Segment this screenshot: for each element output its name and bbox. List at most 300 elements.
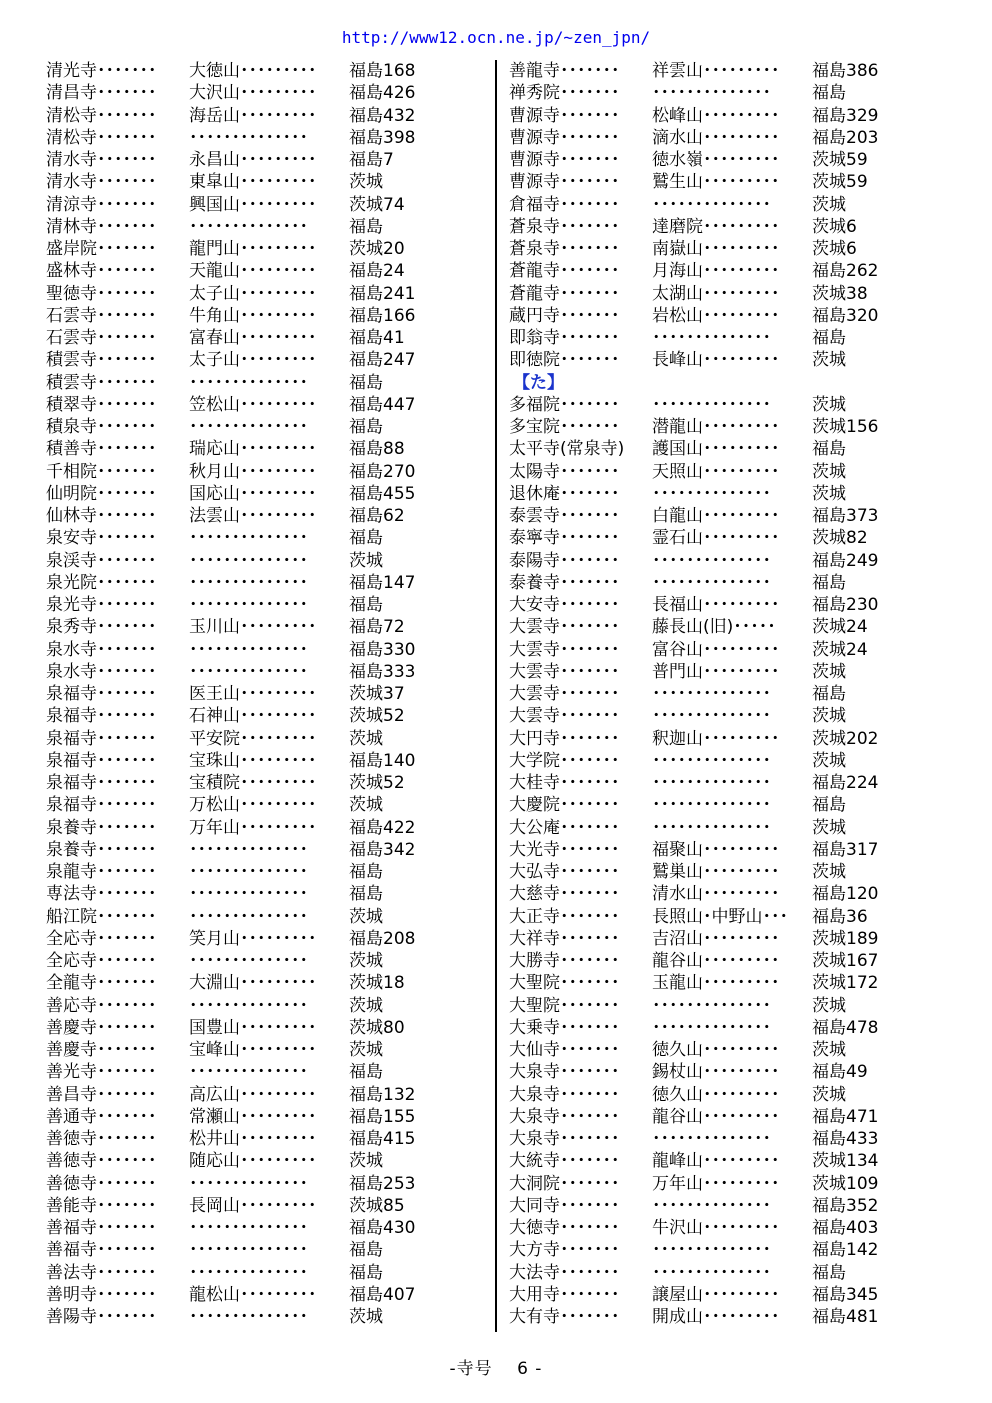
temple-name: 善明寺･･･････ <box>46 1284 157 1305</box>
location-code: 福島241 <box>349 283 416 304</box>
location-code: 福島333 <box>349 661 416 682</box>
header-url[interactable]: http://www12.ocn.ne.jp/~zen_jpn/ <box>341 28 651 47</box>
mountain-name: 白龍山･････････ <box>652 506 780 526</box>
list-item <box>509 260 929 282</box>
location-code: 茨城24 <box>812 617 868 638</box>
temple-name: 曹源寺･･･････ <box>509 172 620 193</box>
list-item <box>46 283 466 305</box>
list-item <box>46 372 466 394</box>
list-item <box>509 705 929 727</box>
mountain-name: 石神山･････････ <box>189 706 317 727</box>
list-item <box>46 127 466 149</box>
mountain-name: 天龍山･････････ <box>189 261 317 282</box>
list-item <box>509 527 929 549</box>
list-item <box>509 194 929 216</box>
mountain-name: ･･････････････ <box>652 194 771 215</box>
temple-name: 大徳寺･･･････ <box>509 1218 620 1238</box>
location-code: 福島270 <box>349 461 416 482</box>
mountain-name: 牛角山･････････ <box>189 305 317 326</box>
list-item <box>509 661 929 683</box>
location-code: 福島142 <box>812 1240 879 1261</box>
list-item <box>509 60 929 82</box>
section-heading-label: 【た】 <box>513 372 564 393</box>
mountain-name: 龍谷山･････････ <box>652 1106 780 1127</box>
temple-name: 積翠寺･･･････ <box>46 394 157 415</box>
temple-name: 積雲寺･･･････ <box>46 372 157 393</box>
location-code: 茨城52 <box>349 706 405 727</box>
location-code: 福島433 <box>812 1129 879 1149</box>
list-item <box>509 1017 929 1039</box>
list-item <box>509 1039 929 1061</box>
mountain-name: 大徳山･････････ <box>189 61 317 81</box>
mountain-name: ･･････････････ <box>652 550 771 571</box>
mountain-name: 富春山･････････ <box>189 328 317 348</box>
location-code: 茨城 <box>349 172 383 193</box>
list-item <box>46 416 466 438</box>
location-code: 茨城 <box>349 1040 383 1060</box>
location-code: 福島 <box>349 1262 383 1283</box>
temple-name: 泉渓寺･･･････ <box>46 550 157 571</box>
mountain-name: 興国山･････････ <box>189 194 317 215</box>
temple-name: 泉養寺･･･････ <box>46 839 157 860</box>
list-item <box>509 483 929 505</box>
list-item <box>46 639 466 661</box>
mountain-name: 祥雲山･････････ <box>652 61 780 81</box>
list-item <box>46 883 466 905</box>
mountain-name: 霊石山･････････ <box>652 528 780 549</box>
list-item <box>509 1195 929 1217</box>
mountain-name: 達磨院･････････ <box>652 216 780 237</box>
left-column <box>46 60 466 1328</box>
temple-name: 善通寺･･･････ <box>46 1106 157 1127</box>
temple-name: 清涼寺･･･････ <box>46 194 157 215</box>
temple-name: 善龍寺･･･････ <box>509 61 620 81</box>
temple-name: 善慶寺･･･････ <box>46 1017 157 1038</box>
temple-name: 大泉寺･･･････ <box>509 1106 620 1127</box>
list-item <box>46 149 466 171</box>
location-code: 福島120 <box>812 884 879 905</box>
list-item <box>509 327 929 349</box>
location-code: 茨城 <box>812 461 846 482</box>
location-code: 茨城 <box>812 750 846 771</box>
mountain-name: 万年山･････････ <box>652 1173 780 1194</box>
list-item <box>509 772 929 794</box>
temple-name: 大泉寺･･･････ <box>509 1129 620 1149</box>
list-item <box>509 1217 929 1239</box>
temple-name: 泉福寺･･･････ <box>46 728 157 749</box>
mountain-name: ･･････････････ <box>189 884 308 905</box>
location-code: 福島471 <box>812 1106 879 1127</box>
list-item <box>509 861 929 883</box>
temple-name: 善能寺･･･････ <box>46 1195 157 1216</box>
location-code: 茨城52 <box>349 773 405 793</box>
mountain-name: ･･････････････ <box>189 1218 308 1238</box>
mountain-name: 高広山･････････ <box>189 1084 317 1105</box>
list-item <box>46 705 466 727</box>
mountain-name: ･･････････････ <box>652 684 771 704</box>
temple-name: 蔵円寺･･･････ <box>509 305 620 326</box>
mountain-name: ･･････････････ <box>652 1262 771 1283</box>
mountain-name: ･･････････････ <box>652 328 771 348</box>
temple-name: 太陽寺･･･････ <box>509 461 620 482</box>
mountain-name: 清水山･････････ <box>652 884 780 905</box>
location-code: 福島62 <box>349 506 405 526</box>
temple-name: 石雲寺･･･････ <box>46 328 157 348</box>
list-item <box>509 1128 929 1150</box>
mountain-name: 平安院･････････ <box>189 728 317 749</box>
mountain-name: 国応山･････････ <box>189 483 317 504</box>
location-code: 福島330 <box>349 639 416 660</box>
temple-name: 泰養寺･･･････ <box>509 572 620 593</box>
temple-name: 善徳寺･･･････ <box>46 1173 157 1194</box>
location-code: 福島317 <box>812 839 879 860</box>
section-heading <box>509 372 929 394</box>
list-item <box>509 416 929 438</box>
temple-name: 倉福寺･･･････ <box>509 194 620 215</box>
temple-name: 盛林寺･･･････ <box>46 261 157 282</box>
location-code: 茨城38 <box>812 283 868 304</box>
temple-name: 太平寺(常泉寺) <box>509 439 625 460</box>
location-code: 福島 <box>812 572 846 593</box>
mountain-name: ･･････････････ <box>189 906 308 927</box>
list-item <box>509 683 929 705</box>
location-code: 福島 <box>349 528 383 549</box>
temple-name: 善法寺･･･････ <box>46 1262 157 1283</box>
temple-name: 積雲寺･･･････ <box>46 350 157 371</box>
temple-name: 大慈寺･･･････ <box>509 884 620 905</box>
list-item <box>509 349 929 371</box>
location-code: 福島41 <box>349 328 405 348</box>
temple-name: 曹源寺･･･････ <box>509 150 620 170</box>
location-code: 福島 <box>349 1240 383 1261</box>
mountain-name: ･･････････････ <box>189 1262 308 1283</box>
mountain-name: 天照山･････････ <box>652 461 780 482</box>
list-item <box>509 928 929 950</box>
temple-name: 清昌寺･･･････ <box>46 83 157 104</box>
location-code: 福島455 <box>349 483 416 504</box>
temple-name: 善福寺･･･････ <box>46 1218 157 1238</box>
location-code: 福島168 <box>349 61 416 81</box>
location-code: 福島166 <box>349 305 416 326</box>
mountain-name: 松峰山･････････ <box>652 105 780 126</box>
location-code: 福島352 <box>812 1195 879 1216</box>
temple-name: 大正寺･･･････ <box>509 906 620 927</box>
temple-name: 泉養寺･･･････ <box>46 817 157 838</box>
mountain-name: 宝積院･････････ <box>189 773 317 793</box>
list-item <box>509 839 929 861</box>
location-code: 茨城 <box>812 661 846 682</box>
list-item <box>46 1061 466 1083</box>
location-code: 福島224 <box>812 773 879 793</box>
location-code: 福島345 <box>812 1284 879 1305</box>
list-item <box>46 728 466 750</box>
temple-name: 泰雲寺･･･････ <box>509 506 620 526</box>
location-code: 茨城167 <box>812 951 879 971</box>
temple-name: 善慶寺･･･････ <box>46 1040 157 1060</box>
list-item <box>509 149 929 171</box>
list-item <box>509 950 929 972</box>
location-code: 茨城6 <box>812 239 857 259</box>
temple-name: 清林寺･･･････ <box>46 216 157 237</box>
location-code: 福島140 <box>349 750 416 771</box>
location-code: 茨城134 <box>812 1151 879 1172</box>
temple-name: 蒼泉寺･･･････ <box>509 216 620 237</box>
mountain-name: 釈迦山･････････ <box>652 728 780 749</box>
temple-name: 蒼龍寺･･･････ <box>509 261 620 282</box>
mountain-name: 岩松山･････････ <box>652 305 780 326</box>
temple-name: 大雲寺･･･････ <box>509 661 620 682</box>
temple-name: 泉福寺･･･････ <box>46 706 157 727</box>
location-code: 茨城 <box>812 862 846 882</box>
location-code: 茨城202 <box>812 728 879 749</box>
location-code: 福島 <box>812 795 846 816</box>
list-item <box>46 527 466 549</box>
location-code: 福島247 <box>349 350 416 371</box>
temple-name: 大慶院･･･････ <box>509 795 620 816</box>
list-item <box>46 60 466 82</box>
list-item <box>46 616 466 638</box>
mountain-name: 龍松山･････････ <box>189 1284 317 1305</box>
mountain-name: 国豊山･････････ <box>189 1017 317 1038</box>
mountain-name: ･･････････････ <box>652 817 771 838</box>
mountain-name: 東皐山･････････ <box>189 172 317 193</box>
list-item <box>509 238 929 260</box>
location-code: 福島386 <box>812 61 879 81</box>
list-item <box>509 394 929 416</box>
mountain-name: 法雲山･････････ <box>189 506 317 526</box>
list-item <box>46 683 466 705</box>
location-code: 福島 <box>349 417 383 437</box>
temple-name: 善陽寺･･･････ <box>46 1307 157 1327</box>
mountain-name: 富谷山･････････ <box>652 639 780 660</box>
mountain-name: 鷲巣山･････････ <box>652 862 780 882</box>
location-code: 茨城 <box>812 817 846 838</box>
temple-name: 清松寺･･･････ <box>46 105 157 126</box>
location-code: 茨城6 <box>812 216 857 237</box>
list-item <box>46 772 466 794</box>
mountain-name: 藤長山(旧)･････ <box>652 617 776 638</box>
mountain-name: 宝珠山･････････ <box>189 750 317 771</box>
mountain-name: 牛沢山･････････ <box>652 1218 780 1238</box>
location-code: 福島208 <box>349 928 416 949</box>
list-item <box>46 1284 466 1306</box>
mountain-name: 瑞応山･････････ <box>189 439 317 460</box>
mountain-name: 笠松山･････････ <box>189 394 317 415</box>
temple-name: 泉福寺･･･････ <box>46 773 157 793</box>
location-code: 茨城 <box>349 1151 383 1172</box>
list-item <box>46 1039 466 1061</box>
mountain-name: 万松山･････････ <box>189 795 317 816</box>
location-code: 福島 <box>812 1262 846 1283</box>
mountain-name: 潜龍山･････････ <box>652 417 780 437</box>
mountain-name: 錫杖山･････････ <box>652 1062 780 1083</box>
temple-name: 善応寺･･･････ <box>46 995 157 1016</box>
list-item <box>46 1239 466 1261</box>
location-code: 福島147 <box>349 572 416 593</box>
location-code: 福島398 <box>349 127 416 148</box>
list-item <box>46 82 466 104</box>
list-item <box>46 394 466 416</box>
list-item <box>509 438 929 460</box>
temple-name: 聖徳寺･･･････ <box>46 283 157 304</box>
list-item <box>509 105 929 127</box>
list-item <box>46 260 466 282</box>
mountain-name: 開成山･････････ <box>652 1307 780 1327</box>
mountain-name: 医王山･････････ <box>189 684 317 704</box>
location-code: 茨城59 <box>812 172 868 193</box>
mountain-name: ･･････････････ <box>189 417 308 437</box>
temple-name: 泉秀寺･･･････ <box>46 617 157 638</box>
list-item <box>509 1084 929 1106</box>
mountain-name: 宝峰山･････････ <box>189 1040 317 1060</box>
location-code: 茨城74 <box>349 194 405 215</box>
location-code: 福島 <box>349 862 383 882</box>
mountain-name: ･･････････････ <box>189 595 308 615</box>
mountain-name: ･･････････････ <box>652 1129 771 1149</box>
mountain-name: ･･････････････ <box>652 1017 771 1038</box>
temple-name: 清光寺･･･････ <box>46 61 157 81</box>
location-code: 茨城 <box>812 706 846 727</box>
mountain-name: ･･････････････ <box>189 1240 308 1261</box>
location-code: 茨城109 <box>812 1173 879 1194</box>
list-item <box>46 327 466 349</box>
location-code: 福島342 <box>349 839 416 860</box>
list-item <box>509 1239 929 1261</box>
location-code: 茨城59 <box>812 150 868 170</box>
temple-name: 全応寺･･･････ <box>46 928 157 949</box>
list-item <box>509 1306 929 1328</box>
list-item <box>46 1128 466 1150</box>
mountain-name: 普門山･････････ <box>652 661 780 682</box>
mountain-name: ･･････････････ <box>652 1240 771 1261</box>
temple-name: 大光寺･･･････ <box>509 839 620 860</box>
list-item <box>46 928 466 950</box>
list-item <box>46 972 466 994</box>
mountain-name: ･･････････････ <box>189 1062 308 1083</box>
temple-name: 積泉寺･･･････ <box>46 417 157 437</box>
temple-name: 大安寺･･･････ <box>509 595 620 615</box>
list-item <box>509 1061 929 1083</box>
mountain-name: 長照山･中野山･･･ <box>652 906 788 927</box>
temple-name: 大洞院･･･････ <box>509 1173 620 1194</box>
mountain-name: ･･････････････ <box>652 995 771 1016</box>
temple-name: 多福院･･･････ <box>509 394 620 415</box>
location-code: 福島253 <box>349 1173 416 1194</box>
temple-name: 曹源寺･･･････ <box>509 127 620 148</box>
mountain-name: ･･････････････ <box>652 750 771 771</box>
mountain-name: ･･････････････ <box>189 639 308 660</box>
temple-name: 大公庵･･･････ <box>509 817 620 838</box>
temple-name: 船江院･･･････ <box>46 906 157 927</box>
mountain-name: 笑月山･････････ <box>189 928 317 949</box>
list-item <box>509 461 929 483</box>
location-code: 福島 <box>812 83 846 104</box>
column-divider <box>495 60 497 1332</box>
mountain-name: 永昌山･････････ <box>189 150 317 170</box>
mountain-name: ･･････････････ <box>652 773 771 793</box>
temple-name: 泰陽寺･･･････ <box>509 550 620 571</box>
temple-name: 泉安寺･･･････ <box>46 528 157 549</box>
temple-name: 大学院･･･････ <box>509 750 620 771</box>
temple-name: 専法寺･･･････ <box>46 884 157 905</box>
list-item <box>509 728 929 750</box>
location-code: 福島 <box>349 1062 383 1083</box>
list-item <box>509 1106 929 1128</box>
list-item <box>46 794 466 816</box>
location-code: 茨城37 <box>349 684 405 704</box>
location-code: 福島430 <box>349 1218 416 1238</box>
list-item <box>46 572 466 594</box>
location-code: 茨城 <box>812 1084 846 1105</box>
list-item <box>46 1017 466 1039</box>
mountain-name: ･･････････････ <box>189 1173 308 1194</box>
list-item <box>46 1150 466 1172</box>
location-code: 福島249 <box>812 550 879 571</box>
list-item <box>509 572 929 594</box>
mountain-name: ･･････････････ <box>652 1195 771 1216</box>
list-item <box>46 305 466 327</box>
temple-name: 大統寺･･･････ <box>509 1151 620 1172</box>
mountain-name: ･･････････････ <box>652 483 771 504</box>
mountain-name: 玉川山･････････ <box>189 617 317 638</box>
mountain-name: ･･････････････ <box>189 528 308 549</box>
location-code: 福島422 <box>349 817 416 838</box>
list-item <box>46 505 466 527</box>
mountain-name: 福聚山･････････ <box>652 839 780 860</box>
location-code: 福島7 <box>349 150 394 170</box>
list-item <box>509 1150 929 1172</box>
location-code: 福島432 <box>349 105 416 126</box>
list-item <box>509 505 929 527</box>
temple-name: 大聖院･･･････ <box>509 973 620 994</box>
location-code: 茨城 <box>812 483 846 504</box>
location-code: 茨城80 <box>349 1017 405 1038</box>
mountain-name: 万年山･････････ <box>189 817 317 838</box>
location-code: 茨城 <box>349 906 383 927</box>
temple-name: 盛岸院･･･････ <box>46 239 157 259</box>
location-code: 茨城156 <box>812 417 879 437</box>
location-code: 茨城 <box>812 995 846 1016</box>
location-code: 茨城 <box>812 394 846 415</box>
list-item <box>46 817 466 839</box>
list-item <box>46 1306 466 1328</box>
mountain-name: 徳久山･････････ <box>652 1084 780 1105</box>
list-item <box>46 950 466 972</box>
location-code: 茨城172 <box>812 973 879 994</box>
temple-name: 仙明院･･･････ <box>46 483 157 504</box>
temple-name: 大泉寺･･･････ <box>509 1062 620 1083</box>
mountain-name: 秋月山･････････ <box>189 461 317 482</box>
mountain-name: 龍峰山･････････ <box>652 1151 780 1172</box>
list-item <box>509 305 929 327</box>
mountain-name: ･･････････････ <box>189 372 308 393</box>
right-column <box>509 60 929 1328</box>
temple-name: 大円寺･･･････ <box>509 728 620 749</box>
list-item <box>46 194 466 216</box>
mountain-name: 大淵山･････････ <box>189 973 317 994</box>
mountain-name: ･･････････････ <box>652 572 771 593</box>
location-code: 福島329 <box>812 105 879 126</box>
temple-name: 善光寺･･･････ <box>46 1062 157 1083</box>
mountain-name: 徳久山･････････ <box>652 1040 780 1060</box>
temple-name: 泉福寺･･･････ <box>46 750 157 771</box>
mountain-name: 長福山･････････ <box>652 595 780 615</box>
list-item <box>46 1084 466 1106</box>
mountain-name: 龍谷山･････････ <box>652 951 780 971</box>
mountain-name: 滴水山･････････ <box>652 127 780 148</box>
list-item <box>509 594 929 616</box>
temple-name: 大弘寺･･･････ <box>509 862 620 882</box>
